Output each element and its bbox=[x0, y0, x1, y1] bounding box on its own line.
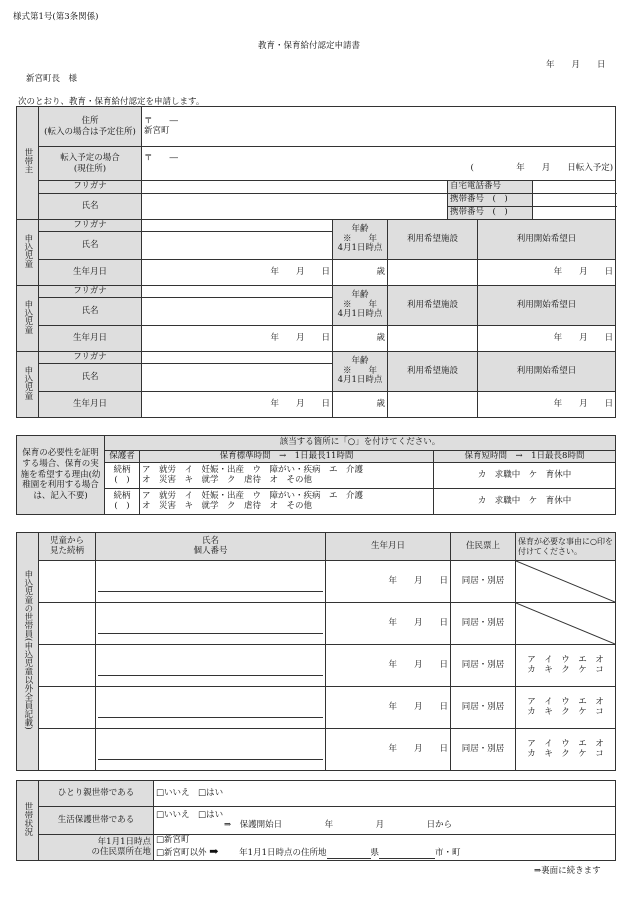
furigana-label: フリガナ bbox=[39, 181, 142, 194]
mobile-label-1: 携帯番号 ( ) bbox=[448, 194, 533, 207]
member-birth[interactable]: 年 月 日 bbox=[326, 729, 451, 771]
child-furigana-field[interactable] bbox=[142, 352, 333, 364]
facility-field[interactable] bbox=[388, 326, 478, 352]
resident-options[interactable]: □新宮町 □新宮町以外 ➡ 年1月1日時点の住所地 県 市・町 bbox=[154, 835, 616, 861]
form-code: 様式第1号(第3条関係) bbox=[13, 12, 99, 22]
child-side-label: 申込児童 bbox=[17, 220, 39, 286]
member-birth[interactable]: 年 月 日 bbox=[326, 645, 451, 687]
member-relation[interactable] bbox=[39, 561, 96, 603]
reasons-standard-2[interactable]: ア 就労 イ 妊娠・出産 ウ 障がい・疾病 エ 介護 オ 災害 キ 就学 ク 虐待 オ その他 bbox=[140, 489, 434, 515]
child-birth-label: 生年月日 bbox=[39, 260, 142, 286]
householder-name-label: 氏名 bbox=[39, 194, 142, 220]
guardian-relation-2[interactable]: 続柄 ( ) bbox=[105, 489, 140, 515]
welfare-label: 生活保護世帯である bbox=[39, 807, 154, 835]
member-reason-options[interactable]: ア イ ウ エ オ カ キ ク ケ コ bbox=[516, 645, 616, 687]
home-tel-field[interactable] bbox=[533, 181, 616, 194]
start-label: 利用開始希望日 bbox=[478, 220, 616, 260]
facility-label: 利用希望施設 bbox=[388, 352, 478, 392]
child-furigana-label: フリガナ bbox=[39, 220, 142, 232]
child-name-label: 氏名 bbox=[39, 364, 142, 392]
member-relation[interactable] bbox=[39, 729, 96, 771]
member-reason-options[interactable]: ア イ ウ エ オ カ キ ク ケ コ bbox=[516, 687, 616, 729]
facility-field[interactable] bbox=[388, 260, 478, 286]
member-name-id[interactable] bbox=[96, 729, 326, 771]
reasons-short-2[interactable]: カ 求職中 ケ 育休中 bbox=[434, 489, 616, 515]
necessity-label: 保育の必要性を証明する場合、保育の実施を希望する理由(幼稚園を利用する場合は、記入不要) bbox=[17, 436, 105, 515]
child-furigana-field[interactable] bbox=[142, 220, 333, 232]
facility-label: 利用希望施設 bbox=[388, 220, 478, 260]
child-birth-label: 生年月日 bbox=[39, 392, 142, 418]
start-field[interactable]: 年 月 日 bbox=[478, 326, 616, 352]
welfare-options[interactable]: □いいえ □はい ⇒ 保護開始日 年 月 日から bbox=[154, 807, 616, 835]
arrow-right-icon: ➡ bbox=[209, 845, 219, 858]
guardian-relation-1[interactable]: 続柄 ( ) bbox=[105, 463, 140, 489]
member-relation[interactable] bbox=[39, 645, 96, 687]
child-name-field[interactable] bbox=[142, 298, 333, 326]
child-name-field[interactable] bbox=[142, 364, 333, 392]
furigana-field[interactable] bbox=[142, 181, 448, 194]
mobile-label-2: 携帯番号 ( ) bbox=[448, 207, 533, 220]
date-line: 年 月 日 bbox=[546, 60, 606, 70]
intro-text: 次のとおり、教育・保育給付認定を申請します。 bbox=[18, 97, 205, 107]
member-reason-options[interactable]: ア イ ウ エ オ カ キ ク ケ コ bbox=[516, 729, 616, 771]
member-relation[interactable] bbox=[39, 687, 96, 729]
member-name-id[interactable] bbox=[96, 603, 326, 645]
reason-header: 保育が必要な事由に○印を付けてください。 bbox=[516, 533, 616, 561]
start-field[interactable]: 年 月 日 bbox=[478, 260, 616, 286]
necessity-instruction: 該当する箇所に「○」を付けてください。 bbox=[105, 436, 616, 451]
child-birth-label: 生年月日 bbox=[39, 326, 142, 352]
member-row bbox=[17, 645, 616, 687]
household-side-label: 世帯状況 bbox=[17, 781, 39, 861]
mobile-field-2[interactable] bbox=[533, 207, 616, 220]
household-status-table bbox=[16, 780, 616, 861]
member-row bbox=[17, 729, 616, 771]
addressee: 新宮町長 様 bbox=[26, 74, 78, 84]
form-title: 教育・保育給付認定申請書 bbox=[258, 41, 361, 51]
address-label: 住所 (転入の場合は予定住所) bbox=[39, 107, 142, 147]
child-furigana-field[interactable] bbox=[142, 286, 333, 298]
single-parent-label: ひとり親世帯である bbox=[39, 781, 154, 807]
member-row bbox=[17, 603, 616, 645]
child-name-label: 氏名 bbox=[39, 298, 142, 326]
guardian-label: 保護者 bbox=[105, 451, 140, 463]
member-name-id[interactable] bbox=[96, 687, 326, 729]
age-label: 年齢 ※ 年 4月1日時点 bbox=[333, 352, 388, 392]
continue-note: ⇒裏面に続きます bbox=[534, 866, 601, 876]
child-birth-field[interactable]: 年 月 日 bbox=[142, 260, 333, 286]
member-birth[interactable]: 年 月 日 bbox=[326, 687, 451, 729]
member-residence[interactable]: 同居・別居 bbox=[451, 603, 516, 645]
householder-name-field[interactable] bbox=[142, 194, 448, 220]
residence-header: 住民票上 bbox=[451, 533, 516, 561]
member-reason-na bbox=[516, 603, 616, 645]
child-furigana-label: フリガナ bbox=[39, 286, 142, 298]
single-parent-options[interactable]: □いいえ □はい bbox=[154, 781, 616, 807]
short-time-label: 保育短時間 → 1日最長8時間 bbox=[434, 451, 616, 463]
member-residence[interactable]: 同居・別居 bbox=[451, 645, 516, 687]
start-label: 利用開始希望日 bbox=[478, 352, 616, 392]
reasons-standard-1[interactable]: ア 就労 イ 妊娠・出産 ウ 障がい・疾病 エ 介護 オ 災害 キ 就学 ク 虐待 オ その他 bbox=[140, 463, 434, 489]
age-field[interactable]: 歳 bbox=[333, 392, 388, 418]
member-relation[interactable] bbox=[39, 603, 96, 645]
standard-time-label: 保育標準時間 → 1日最長11時間 bbox=[140, 451, 434, 463]
home-tel-label: 自宅電話番号 bbox=[448, 181, 533, 194]
name-id-header: 氏名 個人番号 bbox=[96, 533, 326, 561]
members-side-label: 申込児童の世帯員(申込児童以外全員記載) bbox=[17, 533, 39, 771]
mobile-field-1[interactable] bbox=[533, 194, 616, 207]
child-birth-field[interactable]: 年 月 日 bbox=[142, 326, 333, 352]
resident-label: 年1月1日時点 の住民票所在地 bbox=[39, 835, 154, 861]
age-field[interactable]: 歳 bbox=[333, 260, 388, 286]
age-label: 年齢 ※ 年 4月1日時点 bbox=[333, 220, 388, 260]
facility-field[interactable] bbox=[388, 392, 478, 418]
member-row bbox=[17, 561, 616, 603]
main-table bbox=[16, 106, 616, 418]
relation-header: 児童から 見た続柄 bbox=[39, 533, 96, 561]
birth-header: 生年月日 bbox=[326, 533, 451, 561]
age-label: 年齢 ※ 年 4月1日時点 bbox=[333, 286, 388, 326]
move-label: 転入予定の場合 (現住所) bbox=[39, 147, 142, 181]
members-table bbox=[16, 532, 616, 771]
member-reason-na bbox=[516, 561, 616, 603]
child-side-label: 申込児童 bbox=[17, 286, 39, 352]
householder-side-label: 世帯主 bbox=[17, 107, 39, 220]
member-name-id[interactable] bbox=[96, 645, 326, 687]
member-row bbox=[17, 687, 616, 729]
facility-label: 利用希望施設 bbox=[388, 286, 478, 326]
start-label: 利用開始希望日 bbox=[478, 286, 616, 326]
child-name-field[interactable] bbox=[142, 232, 333, 260]
child-furigana-label: フリガナ bbox=[39, 352, 142, 364]
member-residence[interactable]: 同居・別居 bbox=[451, 687, 516, 729]
necessity-table bbox=[16, 435, 616, 515]
member-name-id[interactable] bbox=[96, 561, 326, 603]
child-name-label: 氏名 bbox=[39, 232, 142, 260]
member-residence[interactable]: 同居・別居 bbox=[451, 729, 516, 771]
address-field[interactable]: 〒 ― 新宮町 bbox=[142, 107, 616, 147]
age-field[interactable]: 歳 bbox=[333, 326, 388, 352]
member-birth[interactable]: 年 月 日 bbox=[326, 603, 451, 645]
child-side-label: 申込児童 bbox=[17, 352, 39, 418]
member-birth[interactable]: 年 月 日 bbox=[326, 561, 451, 603]
move-field[interactable]: 〒 ― ( 年 月 日転入予定) bbox=[142, 147, 616, 181]
member-residence[interactable]: 同居・別居 bbox=[451, 561, 516, 603]
reasons-short-1[interactable]: カ 求職中 ケ 育休中 bbox=[434, 463, 616, 489]
child-birth-field[interactable]: 年 月 日 bbox=[142, 392, 333, 418]
start-field[interactable]: 年 月 日 bbox=[478, 392, 616, 418]
